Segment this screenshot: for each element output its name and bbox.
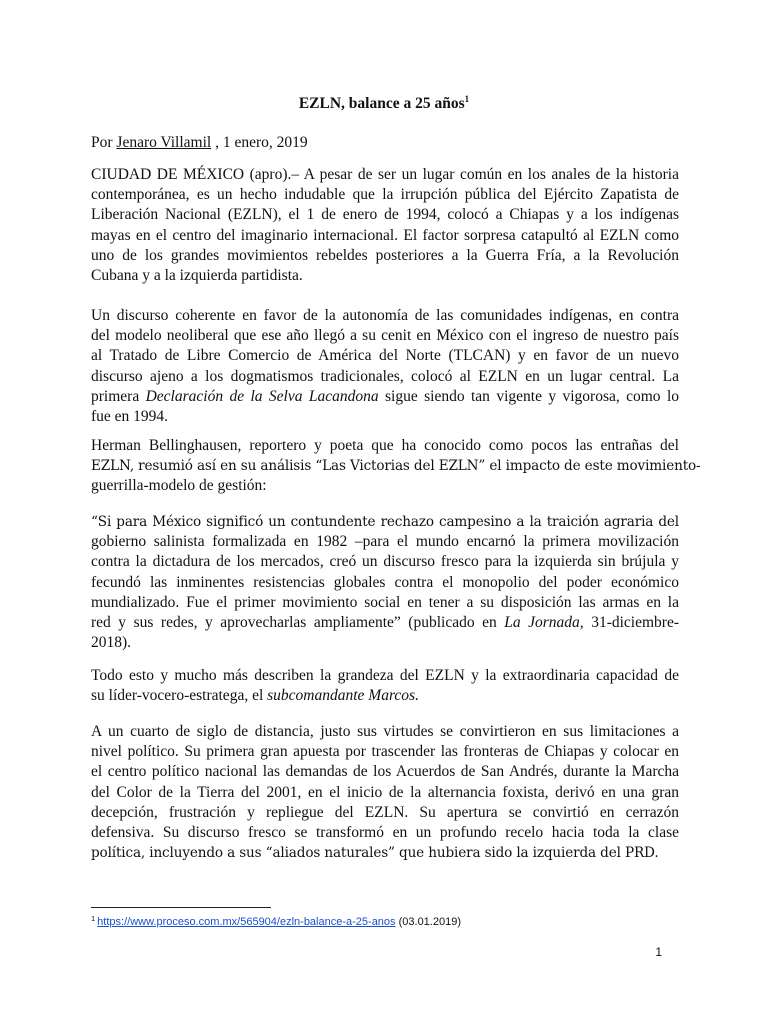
footnote-mark: 1 (91, 914, 96, 923)
byline: Por Jenaro Villamil , 1 enero, 2019 (91, 134, 308, 151)
newspaper-name: La Jornada, (504, 613, 584, 631)
declaration-title: Declaración de la Selva Lacandona (145, 387, 379, 405)
author-link[interactable]: Jenaro Villamil (116, 134, 212, 151)
paragraph-6: A un cuarto de siglo de distancia, justo sus virtudes se convirtieron en sus limitaciones a nivel político. Su primera gran apuesta por trascender las fronteras de Chiapas y colocar en el centro político nacional las demandas de los Acuerdos de San Andrés, durante la Marcha del Color de la Tierra del 2001, en el inicio de la alternancia foxista, derivó en una gran decepción, frustración y repliegue del EZLN. Su apertura se convirtió en cerrazón defensiva. Su discurso fresco se transformó en un profundo recelo hacia toda la clase política, incluyendo a sus “aliados naturales” que hubiera sido la izquierda del PRD. (91, 723, 679, 862)
marcos-name: subcomandante Marcos. (267, 687, 419, 705)
quote-paragraph: “Si para México significó un contundente rechazo campesino a la traición agraria del gobierno salinista formalizada en 1982 –para el mundo encarnó la primera movilización contra la dictadura de los mercados, creó un discurso fresco para la izquierda sin brújula y fecundó las inminentes resistencias globales contra el monopolio del poder económico mundializado. Fue el primer movimiento social en tener a su disposición las armas en la red y sus redes, y aprovecharlas ampliamente” (publicado en La Jornada, 31-diciembre- 2018). (91, 514, 679, 652)
footnote-date: (03.01.2019) (398, 916, 461, 928)
footnote-link[interactable]: https://www.proceso.com.mx/565904/ezln-balance-a-25-anos (97, 916, 396, 928)
page-number: 1 (655, 945, 662, 959)
title-footnote-mark[interactable]: 1 (464, 94, 470, 104)
footnote (91, 915, 461, 929)
document-title: EZLN, balance a 25 años$^1$ (298, 94, 470, 112)
paragraph-3: Herman Bellinghausen, reportero y poeta que ha conocido como pocos las entrañas del EZLN, resumió así en su análisis “Las Victorias del EZLN” el impacto de este movimiento- guerrilla-modelo de gestión: (91, 437, 701, 495)
footnote-separator (91, 907, 271, 908)
paragraph-2: Un discurso coherente en favor de la autonomía de las comunidades indígenas, en contra del modelo neoliberal que ese año llegó a su cenit en México con el ingreso de nuestro país al Tratado de Libre Comercio de América del Norte (TLCAN) y en favor de un nuevo discurso ajeno a los dogmatismos tradicionales, colocó al EZLN en un lugar central. La primera Declaración de la Selva Lacandona sigue siendo tan vigente y vigorosa, como lo fue en 1994. (91, 307, 679, 425)
paragraph-1: CIUDAD DE MÉXICO (apro).– A pesar de ser un lugar común en los anales de la historia contemporánea, es un hecho indudable que la irrupción pública del Ejército Zapatista de Liberación Nacional (EZLN), el 1 de enero de 1994, colocó a Chiapas y a los indígenas mayas en el centro del imaginario internacional. El factor sorpresa catapultó al EZLN como uno de los grandes movimientos rebeldes posteriores a la Guerra Fría, a la Revolución Cubana y a la izquierda partidista. (91, 166, 679, 284)
paragraph-5: Todo esto y mucho más describen la grandeza del EZLN y la extraordinaria capacidad de su líder-vocero-estratega, el subcomandante Marcos. (91, 667, 679, 705)
